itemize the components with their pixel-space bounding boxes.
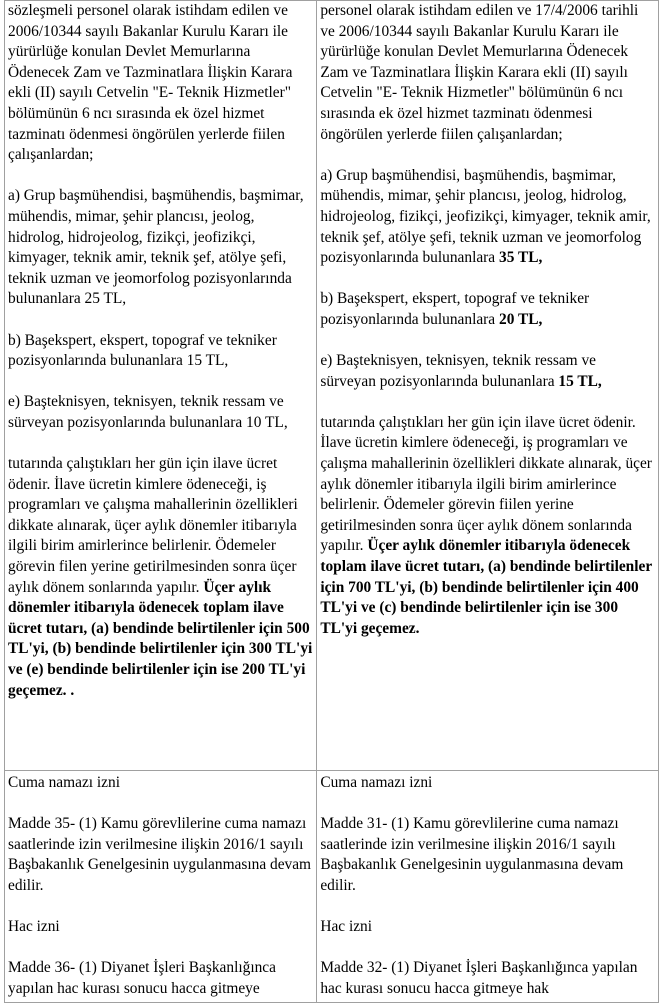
paragraph-item-a <box>320 166 655 269</box>
item-a-text: a) Grup başmühendisi, başmühendis, başmimar, mühendis, mimar, şehir plancısı, jeolog, hidrolog, hidrojeolog, fizikçi, jeofizikçi, kimyager, teknik amir, teknik şef, atölye şefi, teknik uzman ve jeomorfolog pozisyonlarında bulunanlara <box>320 166 651 267</box>
item-b-amount: 20 TL, <box>499 310 543 328</box>
paragraph-item-b: b) Başekspert, ekspert, topograf ve tekniker pozisyonlarında bulunanlara 15 TL, <box>8 331 277 370</box>
right-cell <box>317 771 659 1003</box>
paragraph-item-e: e) Başteknisyen, teknisyen, teknik ressam ve sürveyan pozisyonlarında bulunanlara 10 TL, <box>8 393 288 431</box>
left-cell <box>5 1 317 771</box>
table-row <box>5 1 659 771</box>
item-b-text: b) Başekspert, ekspert, topograf ve tekniker pozisyonlarında bulunanlara <box>320 290 590 328</box>
closing-text: tutarında çalıştıkları her gün için ilave ücret ödenir. İlave ücretin kimlere ödeneceği, iş programları ve çalışma mahallerinin özellikleri dikkate alınarak, üçer aylık dönemler itibarıyla ilgili birim amirlerince belirlenir. Ödemeler görevin filen yerine getirilmesinden sonra üçer aylık dönem sonlarında yapılır. <box>8 455 298 596</box>
article-35: Madde 35- (1) Kamu görevlilerine cuma namazı saatlerinde izin verilmesine ilişkin 2016/1 sayılı Başbakanlık Genelgesinin uygulanmasına devam edilir. <box>8 815 312 894</box>
closing-text: tutarında çalıştıkları her gün için ilave ücret ödenir. İlave ücretin kimlere ödeneceği, iş programları ve çalışma mahallerinin özellikleri dikkate alınarak, üçer aylık dönemler itibarıyla ilgili birim amirlerince belirlenir. Ödemeler görevin fiilen yerine getirilmesinden sonra üçer aylık dönem sonlarında yapılır. <box>320 413 652 555</box>
item-e-amount: 15 TL, <box>558 372 602 390</box>
heading-hajj-leave: Hac izni <box>8 918 60 936</box>
heading-hajj-leave: Hac izni <box>320 918 373 936</box>
document-page <box>4 0 660 1003</box>
paragraph-closing <box>320 413 655 640</box>
table-row <box>5 771 659 1003</box>
article-36: Madde 36- (1) Diyanet İşleri Başkanlığınca yapılan hac kurası sonucu hacca gitmeye <box>8 959 276 997</box>
heading-friday-prayer: Cuma namazı izni <box>8 774 120 791</box>
item-a-amount: 35 TL, <box>499 249 543 267</box>
paragraph-item-e <box>320 351 655 392</box>
paragraph-closing <box>8 454 313 701</box>
paragraph-item-b <box>320 289 655 330</box>
left-cell <box>5 771 317 1003</box>
comparison-table <box>4 0 659 1003</box>
closing-bold-text: Üçer aylık dönemler itibarıyla ödenecek toplam ilave ücret tutarı, (a) bendinde belirtilenler için 500 TL'yi, (b) bendinde belirtilenler için 300 TL'yi ve (e) bendinde belirtilenler için ise 200 TL'yi geçemez. . <box>8 578 313 699</box>
paragraph-item-a: a) Grup başmühendisi, başmühendis, başmimar, mühendis, mimar, şehir plancısı, jeolog, hidrolog, hidrojeolog, fizikçi, jeofizikçi, kimyager, teknik amir, teknik şef, atölye şefi, teknik uzman ve jeomorfolog pozisyonlarında bulunanlara 25 TL, <box>8 187 304 308</box>
article-31: Madde 31- (1) Kamu görevlilerine cuma namazı saatlerinde izin verilmesine ilişkin 2016/1 sayılı Başbakanlık Genelgesinin uygulanmasına devam edilir. <box>320 815 624 894</box>
paragraph-intro: sözleşmeli personel olarak istihdam edilen ve 2006/10344 sayılı Bakanlar Kurulu Kararı ile yürürlüğe konulan Devlet Memurlarına Ödenecek Zam ve Tazminatlara İlişkin Karara ekli (II) sayılı Cetvelin "E- Teknik Hizmetler" bölümünün 6 ncı sırasında ek özel hizmet tazminatı ödenmesi öngörülen yerlerde fiilen çalışanlardan; <box>8 2 293 164</box>
closing-bold-text: Üçer aylık dönemler itibarıyla ödenecek toplam ilave ücret tutarı, (a) bendinde belirtilenler için 700 TL'yi, (b) bendinde belirtilenler için 400 TL'yi ve (c) bendinde belirtilenler için ise 300 TL'yi geçemez. <box>320 537 652 637</box>
item-e-text: e) Başteknisyen, teknisyen, teknik ressam ve sürveyan pozisyonlarında bulunanlara <box>320 352 597 390</box>
right-cell <box>317 1 659 771</box>
article-32: Madde 32- (1) Diyanet İşleri Başkanlığınca yapılan hac kurası sonucu hacca gitmeye hak <box>320 959 638 997</box>
paragraph-intro: personel olarak istihdam edilen ve 17/4/2006 tarihli ve 2006/10344 sayılı Bakanlar Kurulu Kararı ile yürürlüğe konulan Devlet Memurlarına Ödenecek Zam ve Tazminatlara İlişkin Karara ekli (II) sayılı Cetvelin "E- Teknik Hizmetler" bölümünün 6 ncı sırasında ek özel hizmet tazminatı ödenmesi öngörülen yerlerde fiilen çalışanlardan; <box>320 2 639 143</box>
heading-friday-prayer: Cuma namazı izni <box>320 774 433 791</box>
